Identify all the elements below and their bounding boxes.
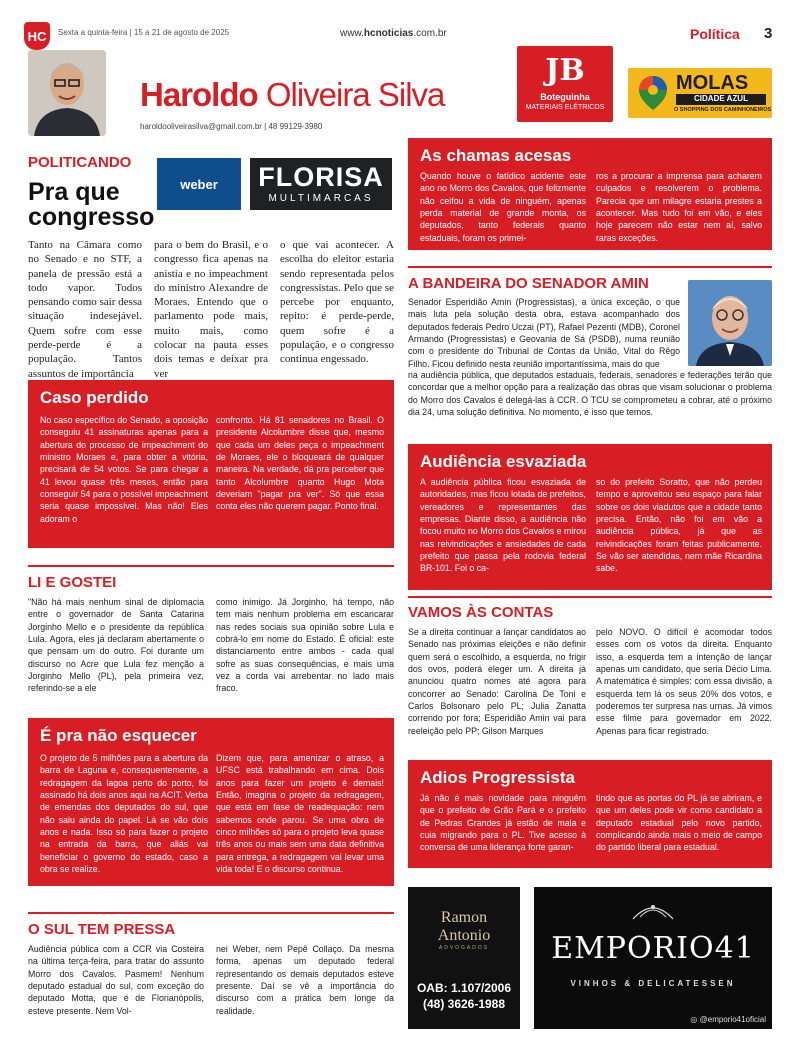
esquecer-box bbox=[28, 718, 394, 886]
ad-molas-cidade-azul[interactable] bbox=[628, 68, 772, 118]
politicando-col-2: para o bem do Brasil, e o congresso fica apenas na anistia e no impeachment do ministro Alexandre de Moraes. Entendo que o parlamento pode mais, muito mais, como colocar na pauta esses dois temas e deixar pra ver bbox=[154, 239, 268, 380]
site-name: hcnoticias bbox=[363, 28, 414, 39]
caso-perdido-box bbox=[28, 380, 394, 548]
map-pin-icon bbox=[636, 74, 670, 112]
molas-name: MOLAS bbox=[676, 72, 749, 94]
emporio-tagline: VINHOS & DELICATESSEN bbox=[570, 979, 736, 988]
author-name bbox=[140, 76, 444, 114]
jb-logo: JB bbox=[545, 53, 585, 88]
molas-tagline: O SHOPPING DOS CAMINHONEIROS bbox=[674, 107, 772, 113]
esquecer-title: É pra não esquecer bbox=[40, 726, 197, 745]
chamas-box bbox=[408, 138, 772, 250]
jb-tagline: MATERIAIS ELÉTRICOS bbox=[525, 104, 605, 111]
amin-photo bbox=[688, 280, 772, 366]
ornament-icon bbox=[628, 897, 678, 927]
instagram-icon: ◎ bbox=[690, 1015, 700, 1024]
title-line-2: congresso bbox=[28, 203, 155, 231]
sul-title: O SUL TEM PRESSA bbox=[28, 921, 176, 938]
divider bbox=[28, 565, 394, 567]
ad-jb-boteguinha[interactable] bbox=[517, 46, 613, 122]
section-name: Política bbox=[690, 26, 740, 42]
title-line-1: Pra que bbox=[28, 178, 120, 206]
sul-col-2: nei Weber, nem Pepê Collaço. Da mesma forma, apenas um deputado federal representando os demais deputados esteve presente. Daí se vê a importância do discurso com a prática bem longe da realidade. bbox=[216, 944, 394, 1016]
caso-perdido-title: Caso perdido bbox=[40, 388, 149, 407]
caso-col-2: confronto. Há 81 senadores no Brasil. O presidente Alcolumbre disse que, mesmo que cada um deles peça o impeachment de Moraes, ele o bloqueará de qualquer maneira. Na verdade, dá pra perceber que tanto Alcolumbre quanto Hugo Mota deveriam "pagar pra ver". Só que essa conta eles não querem pagar. Ponto final. bbox=[216, 415, 384, 512]
caso-col-1: No caso específico do Senado, a oposição conseguiu 41 assinaturas apenas para a abertura do processo de impeachment do ministro Moraes e, para obter a vitória, precisará de 54 votos. Se para chegar a 41 levou quase três meses, então para conseguir 54 para o possível impeachment seria quase impossível. Mas não! Eles adoram o bbox=[40, 415, 208, 524]
chamas-col-2: ros a procurar a imprensa para acharem culpados e resolverem o problema. Parecia que um milagre estaria prestes a acontecer. Mas tudo foi em vão, e eles hoje parecem não estar nem aí, salvo raras exceções. bbox=[596, 171, 762, 243]
ad-ramon-antonio[interactable] bbox=[408, 887, 520, 1029]
bandeira-text-a: Senador Esperidião Amin (Progressistas), a única exceção, o que mais luta pela solução desta obra, estava acompanhado dos deputados federais Pedro Uczai (PT), Rafael Pezenti (MDB), Coronel Armando (Progressistas) e Geovania de Sá (PSDB), numa reunião com o presidente do Tribunal de Contas da União, Vital do Rêgo Filho. Ficou definido nesta reunião importantíssima, mais do que bbox=[408, 297, 680, 369]
divider bbox=[28, 912, 394, 914]
ramon-oab: OAB: 1.107/2006 bbox=[416, 981, 512, 995]
bandeira-title: A BANDEIRA DO SENADOR AMIN bbox=[408, 275, 649, 292]
florisa-tagline: MULTIMARCAS bbox=[268, 193, 374, 204]
adios-title: Adios Progressista bbox=[420, 768, 575, 787]
ramon-line-1: Ramon bbox=[440, 909, 488, 926]
author-photo bbox=[28, 50, 106, 136]
ramon-sub: ADVOGADOS bbox=[438, 945, 490, 951]
esquecer-col-2: Dizem que, para amenizar o atraso, a UFSC está trabalhando em cima. Dois anos para fazer um projeto é demais! Então, imagina o projeto da redragagem, que está em fase de readequação: nem sabemos onde parou. Se uma obra de cinco milhões só para o projeto leva quase três anos ou mais sem uma data definitiva para entrega, a redragagem vai levar uma vida toda! E o discurso continua. bbox=[216, 753, 384, 874]
molas-city: CIDADE AZUL bbox=[676, 94, 766, 105]
audiencia-col-2: so do prefeito Soratto, que não perdeu tempo e aproveitou seu espaço para falar sobre os dois viadutos que a cidade tanto precisa. Então, não foi em vão a audiência pública, já que as reivindicações foram feitas publicamente. Se vão ser atendidas, nem mãe Ricardina sabe. bbox=[596, 477, 762, 574]
bandeira-text-b: na audiência pública, que deputados estaduais, federais, senadores e federações terão que concordar que a melhor opção para a realização das obras que visam solucionar o problema do Morro dos Cavalos é delegá-las à CCR. O TCU se comprometeu a cobrar, até o próximo dia 24, uma solução definitiva. No momento, é isso que temos. bbox=[408, 370, 772, 417]
ramon-phone[interactable]: (48) 3626-1988 bbox=[422, 997, 506, 1011]
ad-emporio41[interactable] bbox=[534, 887, 772, 1029]
audiencia-col-1: A audiência pública ficou esvaziada de autoridades, mas ficou lotada de prefeitos, vereadores e representantes das empresas. Diante disso, a audiência não focou muito no Morro dos Cavalos e mirou nas reivindicações e ansiedades de cada prefeito que passa pela rodovia federal BR-101. Foi o ca- bbox=[420, 477, 586, 574]
audiencia-box bbox=[408, 444, 772, 590]
sul-col-1: Audiência pública com a CCR via Costeira na última terça-feira, para tratar do assunto Morro dos Cavalos. Pasmem! Nenhum deputado estadual do sul, com exceção do deputado Motta, que é de Florianópolis, esteve presente. Nem Vol- bbox=[28, 944, 204, 1016]
site-suffix: .com.br bbox=[413, 28, 447, 39]
site-url[interactable] bbox=[340, 28, 447, 39]
adios-col-1: Já não é mais novidade para ninguém que o prefeito de Grão Pará e o prefeito de Pedras Grandes já estão de mala e cuia migrando para o PL. Tive acesso à conversa de uma liderança forte garan- bbox=[420, 793, 586, 853]
ligei-col-2: como inimigo. Já Jorginho, há tempo, não tem mais nenhum problema em escancarar nas redes sociais sua opinião sobre Lula e cobrá-lo em nome do Estado. É oficial: este distanciamento entre ambos - cada qual sofre as suas consequências, e mais uma vez a corda vai arrebentar no lado mais fraco. bbox=[216, 597, 394, 694]
divider bbox=[408, 266, 772, 268]
ad-weber[interactable]: weber bbox=[157, 158, 241, 210]
chamas-col-1: Quando houve o fatídico acidente este ano no Morro dos Cavalos, que felizmente não ceifou a vida de ninguém, apenas perda material de grande monta, os deputados, tanto federais quanto estaduais, foram os primei- bbox=[420, 171, 586, 243]
contas-col-2: pelo NOVO. O difícil é acomodar todos esses com os votos da direita. Enquanto isso, a esquerda tem a intenção de lançar apenas um candidato, que seria Décio Lima. A matemática é simples: com essa divisão, a esquerda tem lá os seus 20% dos votos, e poderemos ter surpresa nas urnas. Já vimos esse filme para governador em 2022. Apenas para ficar registrado. bbox=[596, 627, 772, 736]
politicando-col-3: o que vai acontecer. A escolha do eleitor estaria sendo representada pelos congressistas. Pelo que se percebe por enquanto, repito: é perde-perde, quem sofre é a população, e o congresso continua engessado. bbox=[280, 239, 394, 366]
author-first-name: Haroldo bbox=[140, 76, 258, 113]
author-contact[interactable]: haroldooliveirasilva@gmail.com.br | 48 99129-3980 bbox=[140, 122, 323, 131]
page-number: 3 bbox=[764, 25, 773, 42]
ramon-line-2: Antonio bbox=[437, 927, 491, 944]
emporio-name: EMPORIO41 bbox=[551, 931, 755, 966]
site-prefix: www. bbox=[340, 28, 364, 39]
esquecer-col-1: O projeto de 5 milhões para a abertura da barra de Laguna e, consequentemente, a redragagem da lagoa perto do porto, foi assinado há dois anos aqui na ACIT. Verba de emendas dos deputados do sul, que não saiu ainda do papel. Lá se vão dois anos e nada. Isso só para fazer o projeto na entrada da barra, que aliás vai beneficiar o governo do estado, caso a obra se realize. bbox=[40, 753, 208, 874]
adios-box bbox=[408, 760, 772, 868]
chamas-title: As chamas acesas bbox=[420, 146, 572, 165]
dateline: Sexta a quinta-feira | 15 a 21 de agosto de 2025 bbox=[58, 28, 230, 37]
politicando-title bbox=[28, 180, 154, 230]
ad-florisa[interactable] bbox=[250, 158, 392, 210]
ligei-col-1: "Não há mais nenhum sinal de diplomacia entre o governador de Santa Catarina Jorginho Mello e o presidente da república Lula. Agora, eles já declaram abertamente o que pensam um do outro. Foi durante um discurso no Acre que Lula fez menção a Jorginho Mello (PL), pela primeira vez, referindo-se a ele bbox=[28, 597, 204, 694]
jb-name: Boteguinha bbox=[540, 92, 590, 102]
politicando-col-1: Tanto na Câmara como no Senado e no STF, a panela de pressão está a todo vapor. Todos pensando como sair dessa situação indesejável. Quem sofre com esse perde-perde é a população. Tantos assuntos de importância bbox=[28, 239, 142, 380]
divider bbox=[408, 596, 772, 598]
emporio-handle-text: @emporio41oficial bbox=[699, 1015, 766, 1024]
hc-logo-icon: HC bbox=[24, 22, 50, 50]
author-last-name: Oliveira Silva bbox=[257, 76, 445, 113]
adios-col-2: tindo que as portas do PL já se abriram, e que um deles pode vir como candidato a deputado estadual pelo novo partido, complicando ainda mais o meio de campo do partido liberal para estadual. bbox=[596, 793, 762, 853]
contas-col-1: Se a direita continuar a lançar candidatos ao Senado nas próximas eleições e não definir quem será o escolhido, a esquerda, no frigir dos ovos, poderá eleger um. A direita já anunciou quatro nomes até agora para concorrer ao Senado: Carolina De Toni e Carlos Bolsonaro pelo PL; Julia Zanatta correndo por fora; Esperidião Amin vai para reeleição pelo PP; Gilson Marques bbox=[408, 627, 586, 736]
ligei-title: LI E GOSTEI bbox=[28, 574, 117, 591]
politicando-kicker: POLITICANDO bbox=[28, 154, 132, 171]
contas-title: VAMOS ÀS CONTAS bbox=[408, 604, 554, 621]
audiencia-title: Audiência esvaziada bbox=[420, 452, 587, 471]
florisa-name: FLORISA bbox=[258, 162, 384, 192]
emporio-handle[interactable] bbox=[690, 1015, 766, 1024]
